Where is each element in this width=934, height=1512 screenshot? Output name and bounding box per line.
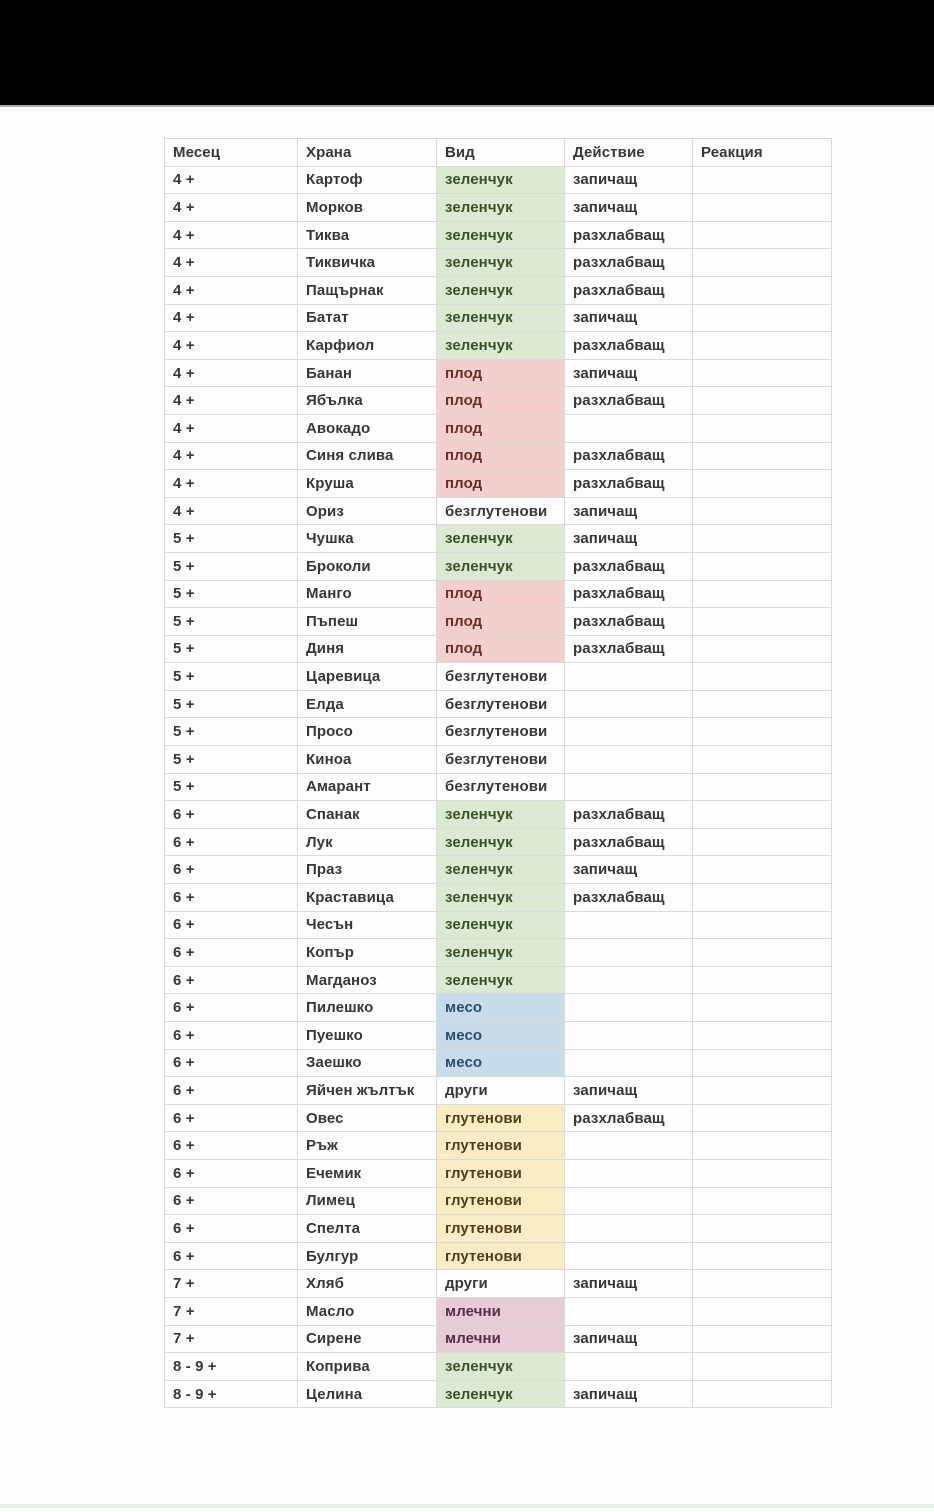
table-row [165,690,832,718]
cell-reaction [693,801,832,829]
table-row [165,1353,832,1381]
cell-reaction [693,1187,832,1215]
cell-type: плод [437,608,565,636]
cell-reaction [693,966,832,994]
table-row [165,276,832,304]
table-row [165,414,832,442]
cell-type: млечни [437,1297,565,1325]
cell-type: месо [437,1022,565,1050]
cell-action [565,1242,693,1270]
cell-type: зеленчук [437,194,565,222]
cell-month: 4 + [165,166,298,194]
cell-food: Банан [298,359,437,387]
cell-food: Пуешко [298,1022,437,1050]
cell-type: зеленчук [437,911,565,939]
cell-type: зеленчук [437,221,565,249]
table-row [165,552,832,580]
cell-action [565,911,693,939]
cell-month: 6 + [165,1104,298,1132]
table-row [165,663,832,691]
cell-reaction [693,249,832,277]
cell-month: 4 + [165,359,298,387]
cell-food: Тиквичка [298,249,437,277]
cell-reaction [693,580,832,608]
cell-month: 5 + [165,525,298,553]
cell-action: разхлабващ [565,884,693,912]
cell-reaction [693,828,832,856]
table-row [165,470,832,498]
cell-action: разхлабващ [565,552,693,580]
cell-month: 4 + [165,442,298,470]
cell-month: 5 + [165,608,298,636]
cell-month: 6 + [165,1022,298,1050]
cell-month: 7 + [165,1297,298,1325]
cell-month: 5 + [165,663,298,691]
cell-reaction [693,221,832,249]
cell-type: зеленчук [437,1353,565,1381]
cell-month: 6 + [165,856,298,884]
cell-type: месо [437,1049,565,1077]
cell-action: запичащ [565,1077,693,1105]
cell-food: Заешко [298,1049,437,1077]
col-header-type: Вид [437,139,565,167]
cell-month: 4 + [165,194,298,222]
cell-action: запичащ [565,359,693,387]
cell-food: Лимец [298,1187,437,1215]
cell-type: глутенови [437,1132,565,1160]
cell-reaction [693,1049,832,1077]
cell-type: безглутенови [437,690,565,718]
cell-action: разхлабващ [565,442,693,470]
cell-food: Спелта [298,1215,437,1243]
cell-reaction [693,304,832,332]
table-row [165,442,832,470]
cell-type: глутенови [437,1187,565,1215]
cell-food: Диня [298,635,437,663]
cell-month: 4 + [165,304,298,332]
cell-month: 6 + [165,1242,298,1270]
cell-action [565,414,693,442]
cell-month: 4 + [165,497,298,525]
cell-reaction [693,442,832,470]
cell-action: разхлабващ [565,276,693,304]
cell-reaction [693,884,832,912]
cell-month: 8 - 9 + [165,1353,298,1381]
table-row [165,966,832,994]
table-row [165,801,832,829]
table-body [165,166,832,1408]
cell-month: 5 + [165,773,298,801]
cell-reaction [693,1353,832,1381]
table-row [165,1159,832,1187]
cell-month: 6 + [165,1159,298,1187]
table-row [165,387,832,415]
cell-reaction [693,525,832,553]
cell-type: плод [437,580,565,608]
cell-action: разхлабващ [565,801,693,829]
cell-reaction [693,1270,832,1298]
table-row [165,911,832,939]
cell-reaction [693,470,832,498]
cell-action [565,1132,693,1160]
cell-food: Амарант [298,773,437,801]
cell-reaction [693,552,832,580]
cell-reaction [693,1242,832,1270]
cell-action: разхлабващ [565,387,693,415]
cell-type: зеленчук [437,856,565,884]
cell-food: Овес [298,1104,437,1132]
cell-month: 5 + [165,718,298,746]
cell-reaction [693,1325,832,1353]
cell-food: Целина [298,1380,437,1408]
cell-type: зеленчук [437,304,565,332]
cell-type: зеленчук [437,884,565,912]
cell-food: Праз [298,856,437,884]
cell-action: разхлабващ [565,580,693,608]
cell-month: 6 + [165,1077,298,1105]
cell-type: зеленчук [437,966,565,994]
cell-reaction [693,1077,832,1105]
cell-type: месо [437,994,565,1022]
table-row [165,939,832,967]
cell-action [565,718,693,746]
cell-month: 5 + [165,552,298,580]
table-row [165,1242,832,1270]
cell-month: 8 - 9 + [165,1380,298,1408]
cell-reaction [693,414,832,442]
cell-month: 6 + [165,801,298,829]
cell-month: 7 + [165,1270,298,1298]
col-header-action: Действие [565,139,693,167]
cell-food: Пъпеш [298,608,437,636]
cell-type: зеленчук [437,166,565,194]
cell-reaction [693,1132,832,1160]
cell-month: 6 + [165,884,298,912]
cell-type: безглутенови [437,497,565,525]
cell-action [565,966,693,994]
cell-action: запичащ [565,1325,693,1353]
cell-month: 6 + [165,1187,298,1215]
cell-month: 4 + [165,332,298,360]
table-row [165,304,832,332]
cell-type: безглутенови [437,746,565,774]
cell-type: други [437,1270,565,1298]
cell-reaction [693,773,832,801]
bottom-edge-line [0,1504,934,1508]
cell-type: плод [437,470,565,498]
cell-type: глутенови [437,1159,565,1187]
table-row [165,332,832,360]
cell-food: Ориз [298,497,437,525]
table-row [165,746,832,774]
cell-food: Спанак [298,801,437,829]
cell-food: Синя слива [298,442,437,470]
table-row [165,1187,832,1215]
cell-month: 6 + [165,966,298,994]
cell-type: безглутенови [437,773,565,801]
cell-action: запичащ [565,525,693,553]
cell-action: разхлабващ [565,221,693,249]
cell-month: 6 + [165,1132,298,1160]
cell-action: запичащ [565,166,693,194]
cell-food: Киноа [298,746,437,774]
cell-reaction [693,911,832,939]
cell-month: 4 + [165,276,298,304]
table-row [165,856,832,884]
cell-reaction [693,635,832,663]
cell-type: зеленчук [437,1380,565,1408]
cell-food: Копър [298,939,437,967]
cell-food: Пилешко [298,994,437,1022]
table-row [165,1297,832,1325]
cell-food: Чесън [298,911,437,939]
cell-type: глутенови [437,1242,565,1270]
cell-reaction [693,1159,832,1187]
table-row [165,1380,832,1408]
cell-food: Царевица [298,663,437,691]
table-row [165,359,832,387]
cell-month: 4 + [165,249,298,277]
cell-type: плод [437,359,565,387]
cell-month: 4 + [165,387,298,415]
table-row [165,884,832,912]
col-header-month: Месец [165,139,298,167]
cell-action: запичащ [565,194,693,222]
cell-type: глутенови [437,1215,565,1243]
cell-month: 6 + [165,994,298,1022]
cell-action [565,1353,693,1381]
cell-food: Круша [298,470,437,498]
cell-food: Манго [298,580,437,608]
cell-action [565,1022,693,1050]
cell-food: Картоф [298,166,437,194]
cell-reaction [693,690,832,718]
cell-type: зеленчук [437,801,565,829]
cell-type: зеленчук [437,249,565,277]
table-row [165,718,832,746]
cell-type: безглутенови [437,663,565,691]
cell-reaction [693,194,832,222]
table-row [165,1215,832,1243]
cell-reaction [693,939,832,967]
cell-month: 5 + [165,746,298,774]
table-row [165,1049,832,1077]
cell-food: Краставица [298,884,437,912]
cell-type: плод [437,635,565,663]
cell-reaction [693,359,832,387]
cell-reaction [693,497,832,525]
cell-food: Морков [298,194,437,222]
cell-type: плод [437,387,565,415]
cell-food: Булгур [298,1242,437,1270]
cell-action: разхлабващ [565,470,693,498]
table-row [165,221,832,249]
table-row [165,828,832,856]
cell-reaction [693,663,832,691]
cell-food: Батат [298,304,437,332]
table-row [165,773,832,801]
cell-reaction [693,1380,832,1408]
table-row [165,249,832,277]
cell-reaction [693,1215,832,1243]
cell-month: 5 + [165,635,298,663]
cell-type: зеленчук [437,525,565,553]
cell-action [565,1187,693,1215]
col-header-food: Храна [298,139,437,167]
letterbox-top-bar [0,0,934,107]
cell-type: плод [437,442,565,470]
cell-food: Яйчен жълтък [298,1077,437,1105]
table-row [165,525,832,553]
cell-type: безглутенови [437,718,565,746]
table-row [165,635,832,663]
table-row [165,166,832,194]
cell-action: запичащ [565,304,693,332]
cell-food: Авокадо [298,414,437,442]
cell-reaction [693,746,832,774]
cell-food: Ечемик [298,1159,437,1187]
cell-action: запичащ [565,856,693,884]
table-row [165,608,832,636]
cell-action [565,994,693,1022]
baby-food-table [164,138,832,1408]
col-header-reaction: Реакция [693,139,832,167]
cell-food: Лук [298,828,437,856]
cell-type: зеленчук [437,276,565,304]
cell-month: 6 + [165,1049,298,1077]
cell-reaction [693,608,832,636]
cell-food: Масло [298,1297,437,1325]
cell-action [565,1215,693,1243]
cell-action: запичащ [565,1270,693,1298]
cell-type: глутенови [437,1104,565,1132]
table-row [165,1132,832,1160]
cell-reaction [693,166,832,194]
cell-reaction [693,856,832,884]
cell-month: 6 + [165,911,298,939]
cell-food: Коприва [298,1353,437,1381]
cell-action [565,663,693,691]
cell-reaction [693,994,832,1022]
cell-type: зеленчук [437,552,565,580]
cell-month: 4 + [165,414,298,442]
cell-action [565,1297,693,1325]
table-row [165,1077,832,1105]
cell-food: Просо [298,718,437,746]
table-row [165,1104,832,1132]
table-row [165,1022,832,1050]
cell-food: Елда [298,690,437,718]
cell-action: разхлабващ [565,332,693,360]
cell-action [565,773,693,801]
cell-month: 6 + [165,1215,298,1243]
cell-action: разхлабващ [565,249,693,277]
cell-action [565,690,693,718]
cell-action: разхлабващ [565,608,693,636]
header-row [165,139,832,167]
cell-type: зеленчук [437,332,565,360]
cell-type: млечни [437,1325,565,1353]
cell-food: Тиква [298,221,437,249]
cell-type: плод [437,414,565,442]
cell-month: 4 + [165,221,298,249]
table-row [165,1270,832,1298]
cell-reaction [693,276,832,304]
cell-food: Хляб [298,1270,437,1298]
cell-food: Чушка [298,525,437,553]
cell-type: други [437,1077,565,1105]
cell-type: зеленчук [437,828,565,856]
cell-food: Броколи [298,552,437,580]
cell-food: Ръж [298,1132,437,1160]
table-row [165,194,832,222]
table-row [165,497,832,525]
cell-food: Магданоз [298,966,437,994]
cell-reaction [693,1104,832,1132]
cell-food: Сирене [298,1325,437,1353]
table-row [165,580,832,608]
cell-month: 7 + [165,1325,298,1353]
cell-food: Карфиол [298,332,437,360]
cell-reaction [693,718,832,746]
cell-month: 6 + [165,939,298,967]
cell-action [565,939,693,967]
cell-reaction [693,1297,832,1325]
cell-action: запичащ [565,497,693,525]
cell-reaction [693,332,832,360]
cell-action [565,1159,693,1187]
cell-food: Ябълка [298,387,437,415]
cell-reaction [693,1022,832,1050]
cell-action: разхлабващ [565,1104,693,1132]
cell-month: 5 + [165,580,298,608]
cell-action [565,746,693,774]
table-row [165,1325,832,1353]
cell-action: разхлабващ [565,635,693,663]
cell-action [565,1049,693,1077]
table-row [165,994,832,1022]
cell-type: зеленчук [437,939,565,967]
cell-food: Пащърнак [298,276,437,304]
cell-reaction [693,387,832,415]
cell-month: 4 + [165,470,298,498]
cell-action: запичащ [565,1380,693,1408]
cell-month: 5 + [165,690,298,718]
cell-action: разхлабващ [565,828,693,856]
cell-month: 6 + [165,828,298,856]
